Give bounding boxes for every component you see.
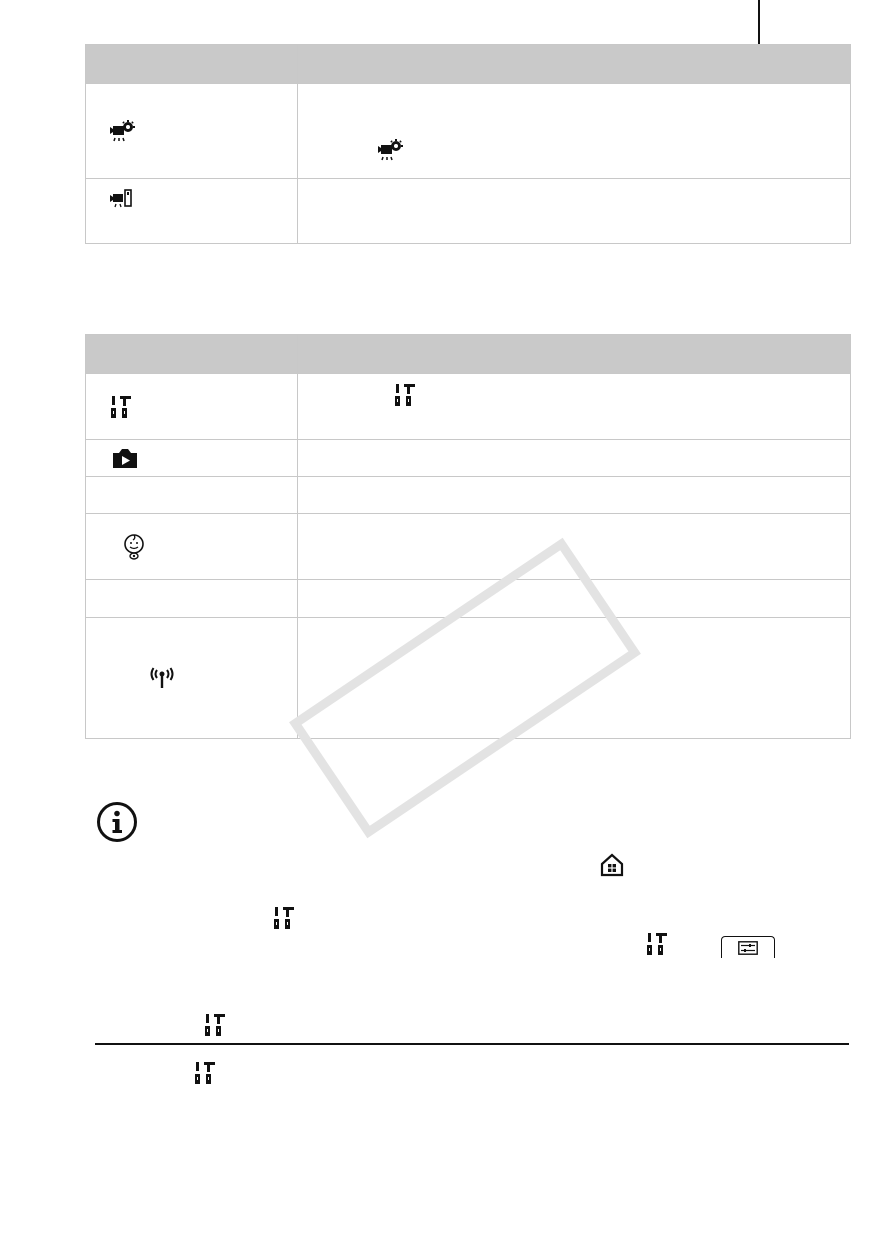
wrench-hammer-icon bbox=[394, 383, 416, 412]
table-cell-description bbox=[298, 84, 851, 179]
header-cell-item bbox=[86, 45, 298, 84]
header-cell-item bbox=[86, 335, 298, 374]
home-icon bbox=[600, 853, 624, 882]
header-cell-description bbox=[298, 45, 851, 84]
wrench-hammer-icon bbox=[646, 932, 668, 961]
wireless-antenna-icon bbox=[150, 667, 174, 689]
camera-remote-icon bbox=[110, 189, 134, 211]
table-cell-icon bbox=[86, 580, 298, 618]
table-cell-icon bbox=[86, 440, 298, 477]
table-cell-description bbox=[298, 179, 851, 244]
playback-camera-icon bbox=[111, 447, 139, 469]
camera-gear-icon bbox=[110, 119, 136, 143]
table-cell-description bbox=[298, 477, 851, 514]
table-row bbox=[86, 477, 851, 514]
table-row bbox=[86, 440, 851, 477]
wrench-hammer-icon bbox=[110, 395, 132, 419]
wrench-hammer-icon bbox=[194, 1061, 216, 1090]
table-cell-icon bbox=[86, 514, 298, 580]
section-divider bbox=[95, 1043, 849, 1045]
table-cell-description bbox=[298, 374, 851, 440]
table-cell-icon bbox=[86, 179, 298, 244]
face-icon bbox=[122, 533, 146, 561]
table-row bbox=[86, 179, 851, 244]
table-row bbox=[86, 514, 851, 580]
table-header-row bbox=[86, 335, 851, 374]
info-icon bbox=[96, 801, 138, 848]
table-cell-description bbox=[298, 440, 851, 477]
table-cell-icon bbox=[86, 374, 298, 440]
table-cell-icon bbox=[86, 477, 298, 514]
menu-table-1 bbox=[85, 44, 851, 244]
settings-key-button[interactable] bbox=[721, 936, 775, 958]
table-header-row bbox=[86, 45, 851, 84]
camera-gear-icon bbox=[378, 138, 404, 167]
table-row bbox=[86, 84, 851, 179]
wrench-hammer-icon bbox=[204, 1013, 226, 1042]
table-row bbox=[86, 374, 851, 440]
table-cell-icon bbox=[86, 84, 298, 179]
header-cell-description bbox=[298, 335, 851, 374]
wrench-hammer-icon bbox=[273, 906, 295, 935]
table-cell-icon bbox=[86, 618, 298, 739]
settings-sliders-icon bbox=[738, 941, 758, 955]
